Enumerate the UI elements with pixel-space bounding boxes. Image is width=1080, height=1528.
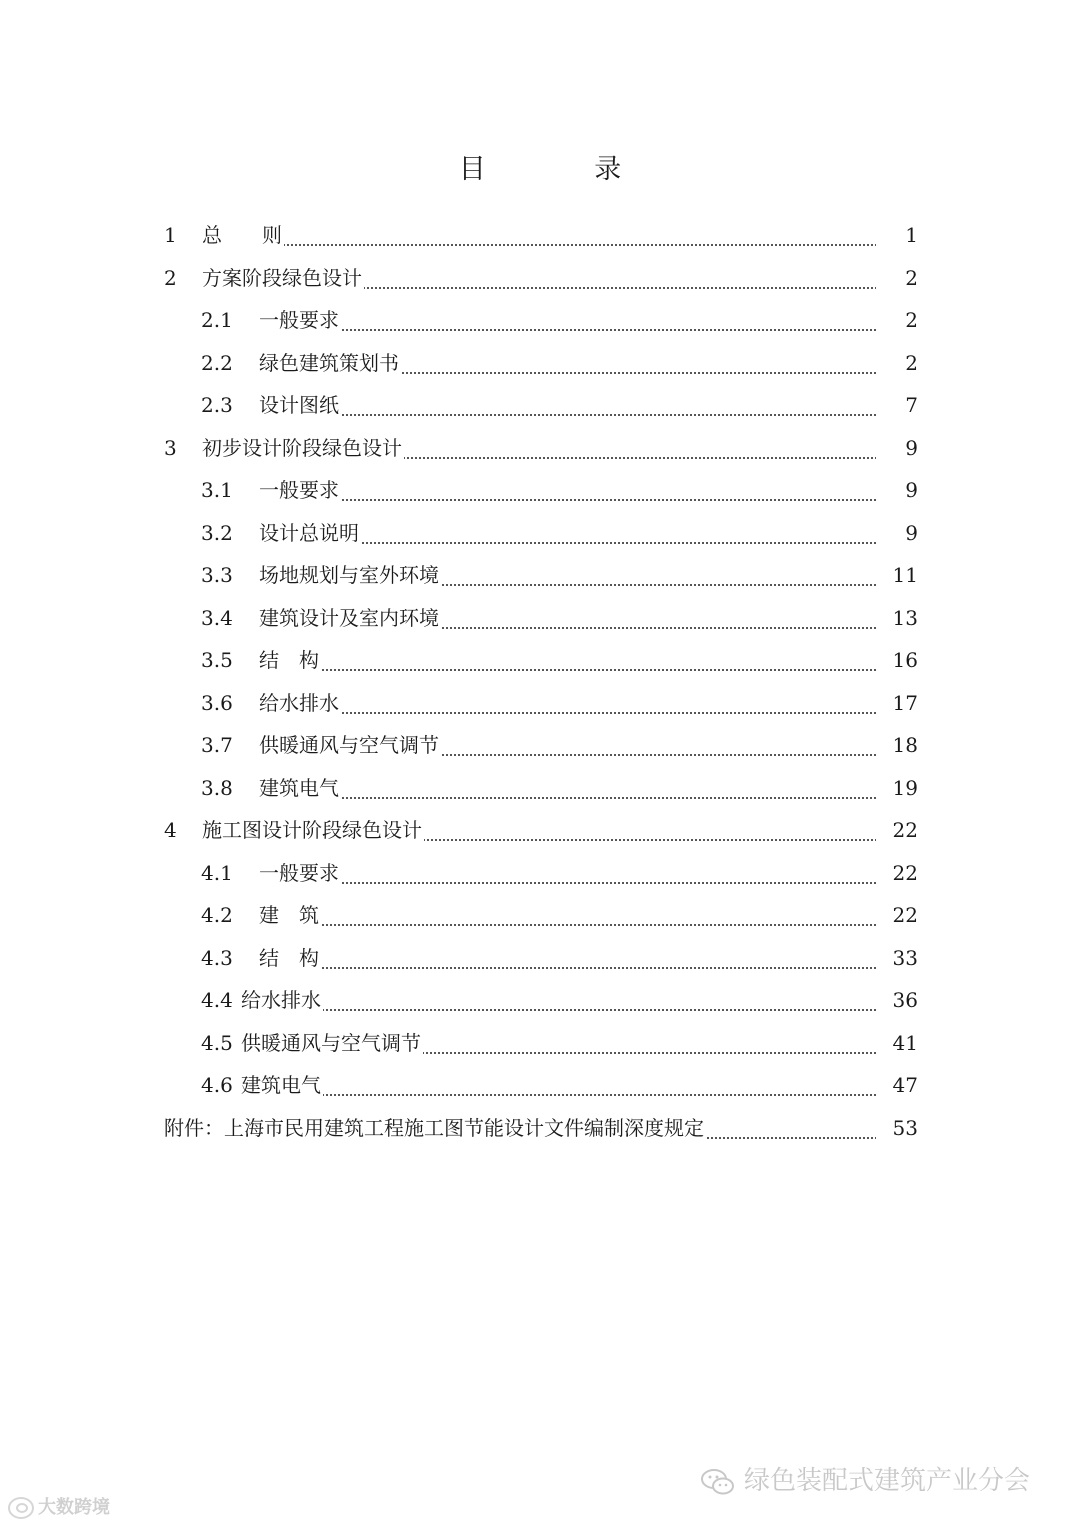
toc-entry-number: 1 [164,223,177,247]
toc-entry-number: 4 [164,818,177,842]
toc-entry [0,1022,1080,1064]
toc-entry-title: 建筑电气 [241,1073,321,1097]
toc-entry-label [164,427,404,469]
toc-entry-number: 3.7 [201,733,233,757]
toc-entry [0,427,1080,469]
toc-entry-page-number: 9 [876,427,918,469]
toc-entry-number: 2 [164,265,177,290]
toc-entry-label [164,214,284,256]
toc-entry-page-number: 17 [876,682,918,724]
toc-entry-label [201,342,401,384]
toc-entry-number: 2.3 [201,393,233,417]
toc-entry-label [201,512,361,554]
toc-entry-number: 3.8 [201,775,233,800]
toc-entry-page-number: 11 [876,554,918,596]
toc-entry-label [201,767,341,809]
toc-entry-title: 结 构 [259,648,319,672]
toc-entry-title: 建筑电气 [259,775,339,800]
toc-entry-title: 设计总说明 [259,520,359,545]
watermark-left [8,1495,110,1521]
toc-entry-label [201,682,341,724]
toc-entry-number: 4.3 [201,945,233,970]
toc-entry [0,469,1080,511]
toc-entry-page-number: 53 [876,1107,918,1149]
toc-entry-label [164,257,364,299]
toc-entry-page-number: 7 [876,384,918,426]
table-of-contents [0,214,1080,1154]
toc-entry-label [201,724,441,766]
toc-entry-title: 一般要求 [259,478,339,502]
toc-entry-number: 3.4 [201,605,233,630]
camera-logo-icon [8,1497,34,1519]
toc-entry-page-number: 9 [876,469,918,511]
toc-entry-number: 4.6 [201,1073,233,1097]
toc-entry [0,937,1080,979]
toc-entry [0,257,1080,299]
toc-entry [0,384,1080,426]
toc-entry [0,512,1080,554]
toc-entry-page-number: 2 [876,257,918,299]
toc-entry [0,554,1080,596]
toc-entry-number: 3.6 [201,690,233,715]
toc-entry-number: 4.2 [201,903,233,927]
toc-entry-number: 3.3 [201,563,233,587]
toc-entry-page-number: 9 [876,512,918,554]
toc-entry-page-number: 36 [876,979,918,1021]
toc-entry [0,894,1080,936]
toc-entry-label [201,894,321,936]
toc-entry-page-number: 1 [876,214,918,256]
toc-entry-label [201,597,441,639]
toc-entry-number: 3.2 [201,520,233,545]
toc-entry-title: 供暖通风与空气调节 [241,1030,421,1055]
toc-entry [0,342,1080,384]
toc-entry-label [164,1107,706,1149]
toc-entry-title: 建筑设计及室内环境 [259,605,439,630]
toc-entry-title: 给水排水 [241,988,321,1012]
toc-entry-title: 方案阶段绿色设计 [202,265,362,290]
toc-entry-page-number: 22 [876,852,918,894]
toc-entry-title: 施工图设计阶段绿色设计 [202,818,422,842]
toc-entry-label [164,809,424,851]
toc-entry-page-number: 16 [876,639,918,681]
toc-entry [0,852,1080,894]
toc-entry-label [201,299,341,341]
toc-entry-title: 给水排水 [259,690,339,715]
toc-entry-label [201,554,441,596]
toc-entry-title: 设计图纸 [259,393,339,417]
watermark-right [700,1463,1030,1499]
toc-entry-label [201,469,341,511]
toc-entry-label [201,1064,323,1106]
toc-entry [0,299,1080,341]
toc-entry-page-number: 2 [876,342,918,384]
toc-entry-title: 一般要求 [259,308,339,332]
toc-entry-page-number: 41 [876,1022,918,1064]
toc-entry [0,1107,1080,1149]
toc-entry-number: 3.5 [201,648,233,672]
toc-entry-label [201,639,321,681]
watermark-right-text: 绿色装配式建筑产业分会 [744,1466,1031,1496]
toc-entry-title: 建 筑 [259,903,319,927]
wechat-chat-icon [700,1467,736,1497]
page-title: 目 录 [458,154,672,185]
toc-entry-label [201,852,341,894]
toc-entry-label [201,384,341,426]
toc-entry-title: 一般要求 [259,860,339,885]
toc-entry [0,767,1080,809]
toc-entry [0,724,1080,766]
toc-entry-number: 4.5 [201,1030,233,1055]
toc-entry-page-number: 13 [876,597,918,639]
toc-entry-page-number: 47 [876,1064,918,1106]
watermark-left-text: 大数跨境 [38,1497,110,1518]
toc-entry-page-number: 19 [876,767,918,809]
toc-entry-page-number: 22 [876,809,918,851]
toc-entry-title: 绿色建筑策划书 [259,350,399,375]
toc-entry-number: 4.1 [201,860,233,885]
toc-entry [0,639,1080,681]
toc-entry-number: 3 [164,435,177,460]
toc-entry-page-number: 33 [876,937,918,979]
toc-entry-page-number: 18 [876,724,918,766]
toc-entry [0,682,1080,724]
toc-entry-title: 初步设计阶段绿色设计 [202,435,402,460]
toc-entry-page-number: 22 [876,894,918,936]
toc-entry-page-number: 2 [876,299,918,341]
toc-entry-title: 附件：上海市民用建筑工程施工图节能设计文件编制深度规定 [164,1115,704,1140]
toc-entry [0,214,1080,256]
toc-entry-label [201,979,323,1021]
toc-entry-label [201,1022,423,1064]
toc-entry-label [201,937,321,979]
toc-entry-title: 场地规划与室外环境 [259,563,439,587]
toc-entry-title: 结 构 [259,945,319,970]
toc-entry-title: 总 则 [202,223,282,247]
toc-entry [0,809,1080,851]
toc-entry [0,979,1080,1021]
toc-entry [0,1064,1080,1106]
toc-entry [0,597,1080,639]
toc-entry-title: 供暖通风与空气调节 [259,733,439,757]
toc-entry-number: 4.4 [201,988,233,1012]
toc-entry-number: 2.2 [201,350,233,375]
toc-entry-number: 3.1 [201,478,233,502]
toc-entry-number: 2.1 [201,308,233,332]
